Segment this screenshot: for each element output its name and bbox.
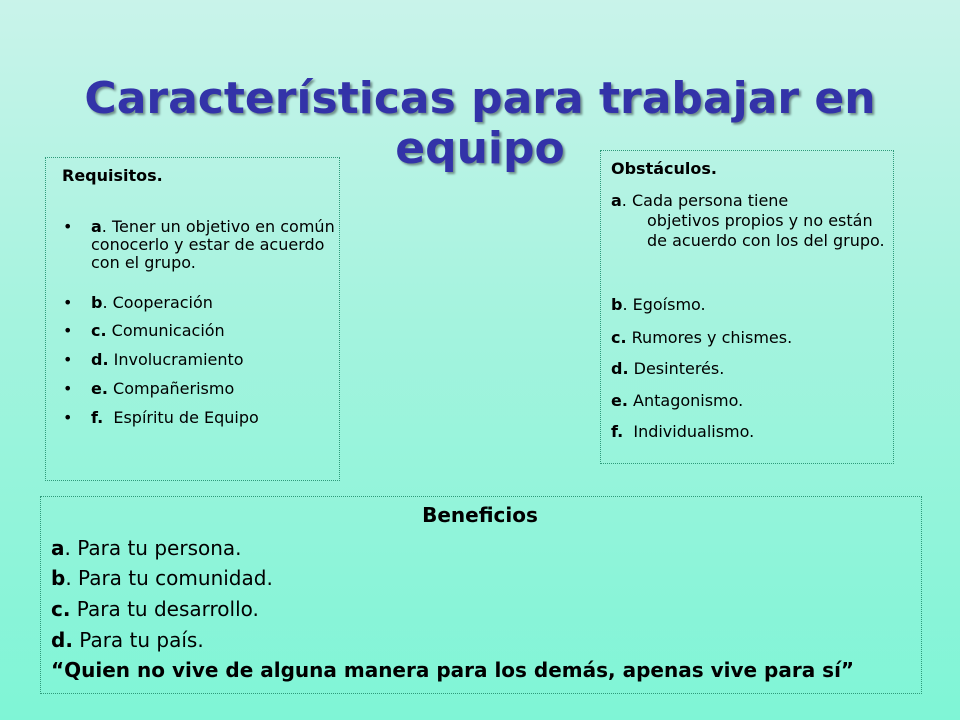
- item-text: Espíritu de Equipo: [103, 408, 259, 427]
- slide-title: [0, 74, 960, 174]
- item-text: Compañerismo: [107, 379, 235, 398]
- beneficio-item-c: [51, 597, 259, 621]
- title-line-2: equipo: [395, 123, 565, 174]
- beneficios-heading: Beneficios: [422, 503, 538, 527]
- obstaculo-item-c: [611, 328, 886, 348]
- item-key: a: [91, 217, 102, 236]
- item-text: Rumores y chismes.: [626, 328, 793, 347]
- item-text: Individualismo.: [623, 422, 755, 441]
- bullet-icon: •: [63, 379, 73, 398]
- item-text: Involucramiento: [108, 350, 244, 369]
- item-text: . Tener un objetivo en común conocerlo y estar de acuerdo con el grupo.: [91, 217, 335, 272]
- item-key: c.: [611, 328, 627, 347]
- beneficio-item-b: [51, 566, 273, 590]
- item-key: a: [51, 536, 65, 560]
- item-key: e.: [91, 379, 108, 398]
- item-text-continued: objetivos propios y no están de acuerdo con los del grupo.: [647, 211, 885, 250]
- bullet-icon: •: [63, 408, 73, 427]
- item-key: f.: [91, 408, 104, 427]
- item-key: b: [611, 295, 623, 314]
- item-text: . Para tu comunidad.: [65, 566, 273, 590]
- item-text: . Para tu persona.: [64, 536, 242, 560]
- item-key: f.: [611, 422, 624, 441]
- closing-quote: “Quien no vive de alguna manera para los demás, apenas vive para sí”: [51, 658, 855, 682]
- item-key: d.: [611, 359, 629, 378]
- item-key: d.: [91, 350, 109, 369]
- item-key: c.: [91, 321, 107, 340]
- obstaculo-item-b: [611, 295, 886, 315]
- requisitos-box: [45, 157, 340, 481]
- item-text: . Cooperación: [102, 293, 213, 312]
- item-text: . Egoísmo.: [622, 295, 706, 314]
- item-key: c.: [51, 597, 71, 621]
- obstaculo-item-f: [611, 422, 886, 442]
- title-line-1: Características para trabajar en: [84, 73, 876, 124]
- obstaculo-item-d: [611, 359, 886, 379]
- item-text: Para tu desarrollo.: [70, 597, 259, 621]
- requisitos-heading: Requisitos.: [62, 166, 163, 185]
- item-key: b: [51, 566, 66, 590]
- item-text: Comunicación: [106, 321, 225, 340]
- item-key: d.: [51, 628, 73, 652]
- item-key: b: [91, 293, 103, 312]
- item-key: e.: [611, 391, 628, 410]
- beneficio-item-a: [51, 536, 242, 560]
- bullet-icon: •: [63, 293, 73, 312]
- item-text: Desinterés.: [628, 359, 725, 378]
- item-text: . Cada persona tiene: [621, 191, 789, 210]
- bullet-icon: •: [63, 350, 73, 369]
- bullet-icon: •: [63, 217, 73, 236]
- item-text: Antagonismo.: [627, 391, 744, 410]
- obstaculo-item-a: [611, 191, 886, 251]
- obstaculos-heading: Obstáculos.: [611, 159, 717, 178]
- item-key: a: [611, 191, 622, 210]
- bullet-icon: •: [63, 321, 73, 340]
- obstaculo-item-e: [611, 391, 886, 411]
- item-text: Para tu país.: [72, 628, 204, 652]
- beneficio-item-d: [51, 628, 204, 652]
